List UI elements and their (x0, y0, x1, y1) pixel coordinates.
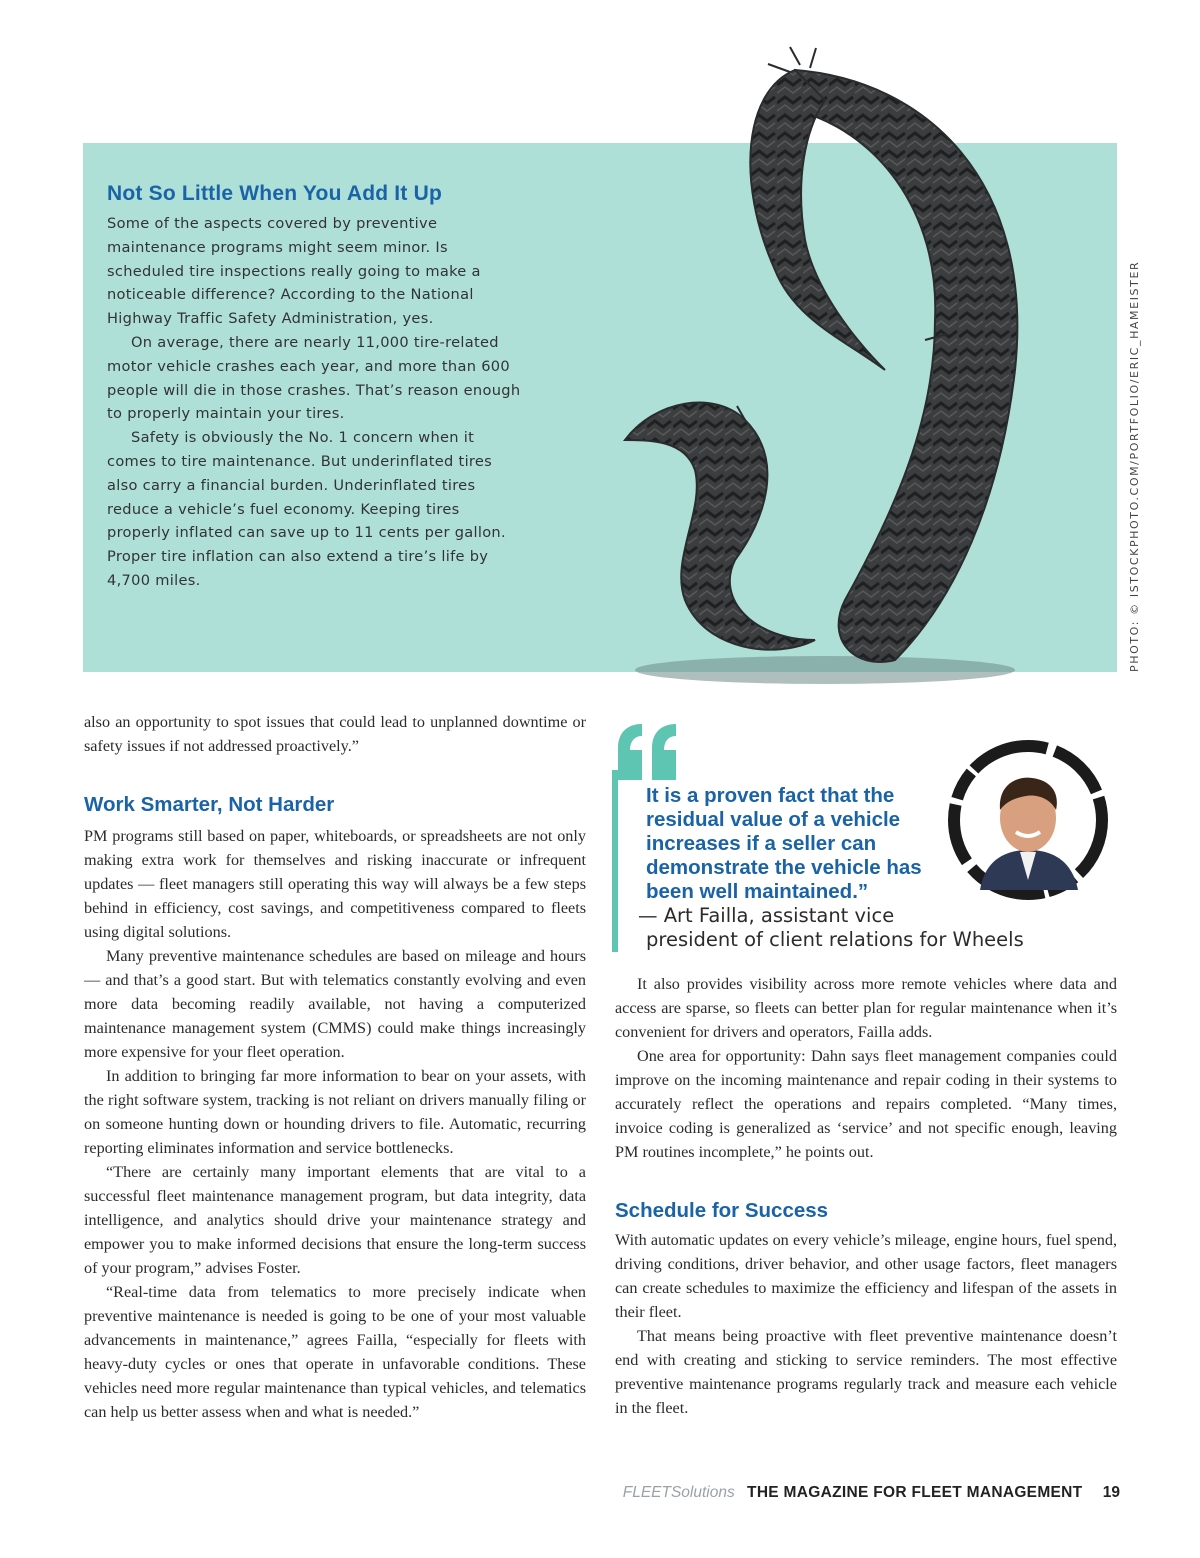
portrait-avatar (940, 740, 1115, 905)
body-paragraph: Many preventive maintenance schedules are based on mileage and hours — and that’s a good start. But with telematics constantly evolving and even more data becoming readily available, not having a computerized maintenance management system (CMMS) could make things increasingly more expensive for your fleet operation. (84, 947, 586, 1061)
page-footer (540, 1484, 1120, 1502)
body-paragraph: It also provides visibility across more remote vehicles where data and access are sparse, so fleets can better plan for regular maintenance when it’s convenient for drivers and operators, Failla adds. (615, 975, 1117, 1041)
attribution-line: president of client relations for Wheels (646, 928, 1024, 951)
footer-magazine-name: THE MAGAZINE FOR FLEET MANAGEMENT (747, 1484, 1083, 1501)
pull-quote-attribution (638, 904, 1108, 952)
body-paragraph: In addition to bringing far more information to bear on your assets, with the right software system, tracking is not reliant on drivers manually filing or on someone hunting down or hounding drivers to file. Automatic, recurring reporting eliminates information and service bottlenecks. (84, 1067, 586, 1157)
footer-brand: FLEETSolutions (622, 1484, 735, 1501)
body-paragraph: With automatic updates on every vehicle’s mileage, engine hours, fuel spend, driving conditions, driver behavior, and other usage factors, fleet managers can create schedules to maximize the efficiency and lifespan of the assets in their fleet. (615, 1231, 1117, 1321)
page-number: 19 (1102, 1484, 1120, 1501)
photo-credit: PHOTO: © ISTOCKPHOTO.COM/PORTFOLIO/ERIC_HAMEISTER (1128, 260, 1141, 672)
shredded-tire-photo (595, 40, 1055, 700)
quote-accent-bar (612, 770, 618, 952)
body-paragraph: also an opportunity to spot issues that could lead to unplanned downtime or safety issues if not addressed proactively.” (84, 713, 586, 755)
quote-mark-icon (612, 722, 682, 782)
feature-sidebar (107, 182, 527, 593)
body-paragraph: PM programs still based on paper, whiteboards, or spreadsheets are not only making extra work for themselves and risking inaccurate or infrequent updates — fleet managers still operating this way will always be a few steps behind in efficiency, cost savings, and competitiveness compared to fleets using digital solutions. (84, 827, 586, 941)
left-column (84, 710, 586, 1424)
body-paragraph: That means being proactive with fleet preventive maintenance doesn’t end with creating and sticking to service reminders. The most effective preventive maintenance programs regularly track and measure each vehicle in the fleet. (615, 1327, 1117, 1417)
feature-paragraph: On average, there are nearly 11,000 tire-related motor vehicle crashes each year, and more than 600 people will die in those crashes. That’s reason enough to properly maintain your tires. (107, 333, 521, 423)
right-column (615, 972, 1117, 1420)
feature-paragraph: Some of the aspects covered by preventive maintenance programs might seem minor. Is scheduled tire inspections really going to make a noticeable difference? According to the National Highway Traffic Safety Administration, yes. (107, 215, 481, 328)
section-heading-schedule: Schedule for Success (615, 1199, 829, 1222)
feature-paragraph: Safety is obviously the No. 1 concern when it comes to tire maintenance. But underinflated tires also carry a financial burden. Underinflated tires reduce a vehicle’s fuel economy. Keeping tires properly inflated can save up to 11 cents per gallon. Proper tire inflation can also extend a tire’s life by 4,700 miles. (107, 429, 506, 589)
body-paragraph: “There are certainly many important elements that are vital to a successful fleet maintenance management program, but data integrity, data intelligence, and analytics should drive your maintenance strategy and empower you to make informed decisions that ensure the long-term success of your program,” advises Foster. (84, 1163, 586, 1277)
body-paragraph: One area for opportunity: Dahn says fleet management companies could improve on the incoming maintenance and repair coding in their systems to accurately reflect the operations and repairs completed. “Many times, invoice coding is generalized as ‘service’ and not specific enough, leaving PM routines incomplete,” he points out. (615, 1047, 1117, 1161)
attribution-line: — Art Failla, assistant vice (638, 904, 895, 927)
feature-title: Not So Little When You Add It Up (107, 182, 442, 205)
body-paragraph: “Real-time data from telematics to more precisely indicate when preventive maintenance is needed is going to be one of your most valuable advancements in maintenance,” agrees Failla, “especially for fleets with heavy-duty cycles or ones that operate in unfavorable conditions. These vehicles need more regular maintenance than typical vehicles, and telematics can help us better assess when and what is needed.” (84, 1283, 586, 1421)
tire-illustration (595, 40, 1055, 700)
section-heading-work-smarter: Work Smarter, Not Harder (84, 793, 335, 816)
pull-quote-text: It is a proven fact that the residual value of a vehicle increases if a seller can demonstrate the vehicle has been well maintained.” (646, 784, 922, 903)
